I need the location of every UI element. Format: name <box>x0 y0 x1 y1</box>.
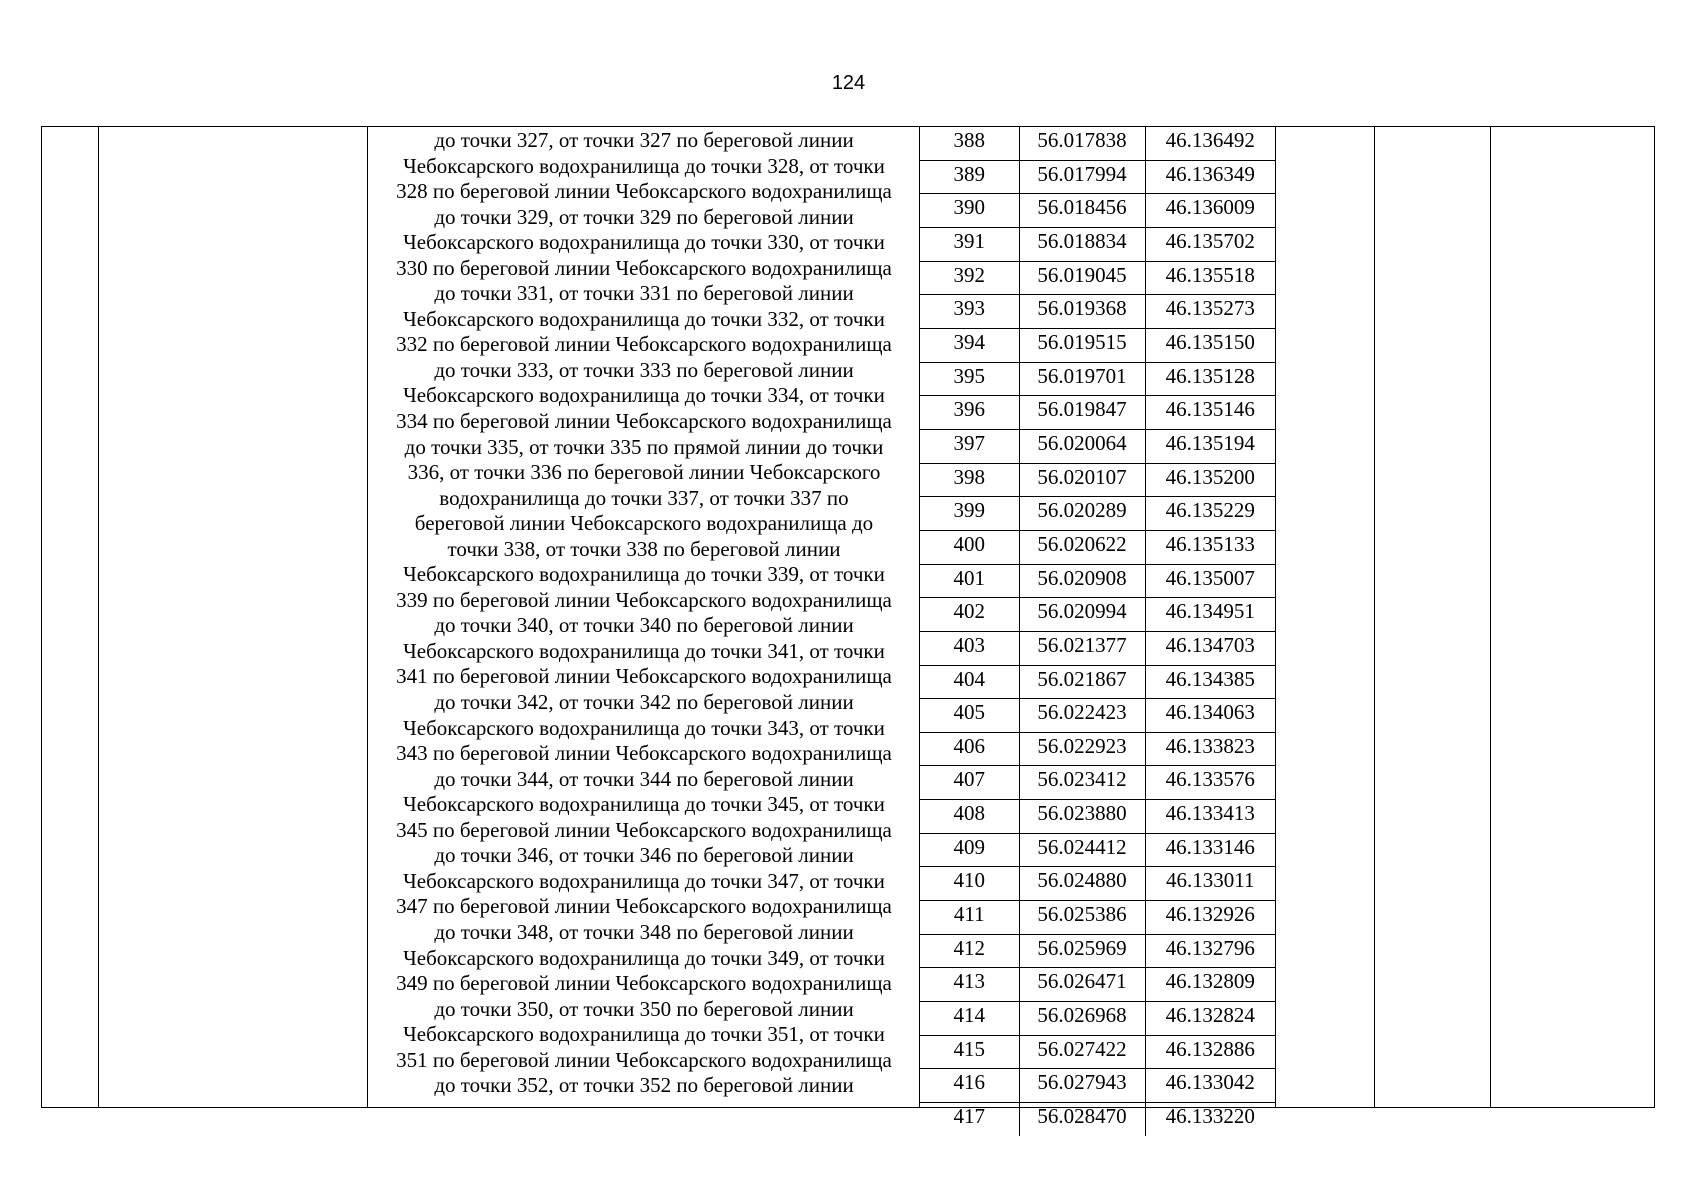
description-line: Чебоксарского водохранилища до точки 347, от точки <box>403 868 885 893</box>
longitude-cell: 46.136492 <box>1145 127 1275 160</box>
table-row <box>920 463 1275 497</box>
longitude-cell: 46.132886 <box>1145 1035 1275 1069</box>
table-row <box>920 766 1275 800</box>
table-row <box>920 867 1275 901</box>
description-line: береговой линии Чебоксарского водохранилища до <box>414 511 874 536</box>
longitude-cell: 46.132824 <box>1145 1002 1275 1036</box>
description-line: водохранилища до точки 337, от точки 337 по <box>439 485 849 510</box>
point-number-cell: 388 <box>920 127 1019 160</box>
point-number-cell: 393 <box>920 295 1019 329</box>
table-row <box>920 1035 1275 1069</box>
table-row <box>920 227 1275 261</box>
latitude-cell: 56.026968 <box>1019 1002 1145 1036</box>
longitude-cell: 46.134951 <box>1145 598 1275 632</box>
description-line: Чебоксарского водохранилища до точки 339, от точки <box>403 562 885 587</box>
description-line: 347 по береговой линии Чебоксарского водохранилища <box>396 894 892 919</box>
point-number-cell: 402 <box>920 598 1019 632</box>
latitude-cell: 56.027943 <box>1019 1069 1145 1103</box>
description-line: до точки 348, от точки 348 по береговой линии <box>434 919 854 944</box>
description-line: 349 по береговой линии Чебоксарского водохранилища <box>396 971 892 996</box>
column-divider <box>1374 127 1375 1107</box>
latitude-cell: 56.019368 <box>1019 295 1145 329</box>
latitude-cell: 56.020064 <box>1019 429 1145 463</box>
longitude-cell: 46.133413 <box>1145 800 1275 834</box>
point-number-cell: 392 <box>920 261 1019 295</box>
column-divider <box>1275 127 1276 1107</box>
description-line: до точки 352, от точки 352 по береговой линии <box>434 1073 854 1098</box>
description-line: Чебоксарского водохранилища до точки 341, от точки <box>403 638 885 663</box>
longitude-cell: 46.132809 <box>1145 968 1275 1002</box>
longitude-cell: 46.135200 <box>1145 463 1275 497</box>
point-number-cell: 414 <box>920 1002 1019 1036</box>
column-divider <box>1490 127 1491 1107</box>
longitude-cell: 46.133576 <box>1145 766 1275 800</box>
table-row <box>920 934 1275 968</box>
point-number-cell: 396 <box>920 396 1019 430</box>
point-number-cell: 394 <box>920 328 1019 362</box>
point-number-cell: 407 <box>920 766 1019 800</box>
point-number-cell: 406 <box>920 732 1019 766</box>
table-row <box>920 362 1275 396</box>
description-line: Чебоксарского водохранилища до точки 332, от точки <box>403 306 885 331</box>
point-number-cell: 397 <box>920 429 1019 463</box>
point-number-cell: 413 <box>920 968 1019 1002</box>
table-row <box>920 127 1275 160</box>
table-row <box>920 631 1275 665</box>
latitude-cell: 56.019515 <box>1019 328 1145 362</box>
longitude-cell: 46.133011 <box>1145 867 1275 901</box>
point-number-cell: 412 <box>920 934 1019 968</box>
table-row <box>920 564 1275 598</box>
longitude-cell: 46.135146 <box>1145 396 1275 430</box>
table-row <box>920 800 1275 834</box>
description-line: Чебоксарского водохранилища до точки 345, от точки <box>403 792 885 817</box>
description-line: до точки 331, от точки 331 по береговой линии <box>434 281 854 306</box>
latitude-cell: 56.025969 <box>1019 934 1145 968</box>
point-number-cell: 416 <box>920 1069 1019 1103</box>
description-line: до точки 335, от точки 335 по прямой линии до точки <box>404 434 884 459</box>
longitude-cell: 46.135229 <box>1145 497 1275 531</box>
description-line: до точки 342, от точки 342 по береговой линии <box>434 690 854 715</box>
latitude-cell: 56.017838 <box>1019 127 1145 160</box>
longitude-cell: 46.135702 <box>1145 227 1275 261</box>
point-number-cell: 389 <box>920 160 1019 194</box>
description-line: Чебоксарского водохранилища до точки 334, от точки <box>403 383 885 408</box>
point-number-cell: 405 <box>920 699 1019 733</box>
table-row <box>920 732 1275 766</box>
point-number-cell: 401 <box>920 564 1019 598</box>
description-line: 339 по береговой линии Чебоксарского водохранилища <box>396 587 892 612</box>
latitude-cell: 56.020622 <box>1019 530 1145 564</box>
description-line: Чебоксарского водохранилища до точки 349, от точки <box>403 945 885 970</box>
longitude-cell: 46.135128 <box>1145 362 1275 396</box>
longitude-cell: 46.133146 <box>1145 833 1275 867</box>
latitude-cell: 56.019847 <box>1019 396 1145 430</box>
latitude-cell: 56.023412 <box>1019 766 1145 800</box>
longitude-cell: 46.135273 <box>1145 295 1275 329</box>
latitude-cell: 56.023880 <box>1019 800 1145 834</box>
longitude-cell: 46.135007 <box>1145 564 1275 598</box>
description-line: точки 338, от точки 338 по береговой линии <box>447 536 841 561</box>
table-row <box>920 194 1275 228</box>
description-line: Чебоксарского водохранилища до точки 351, от точки <box>403 1022 885 1047</box>
description-line: 334 по береговой линии Чебоксарского водохранилища <box>396 409 892 434</box>
point-number-cell: 399 <box>920 497 1019 531</box>
latitude-cell: 56.020908 <box>1019 564 1145 598</box>
description-line: до точки 333, от точки 333 по береговой линии <box>434 357 854 382</box>
point-number-cell: 398 <box>920 463 1019 497</box>
point-number-cell: 415 <box>920 1035 1019 1069</box>
table-row <box>920 665 1275 699</box>
point-number-cell: 404 <box>920 665 1019 699</box>
latitude-cell: 56.022923 <box>1019 732 1145 766</box>
description-line: 328 по береговой линии Чебоксарского водохранилища <box>396 179 892 204</box>
description-line: до точки 329, от точки 329 по береговой линии <box>434 204 854 229</box>
description-line: до точки 346, от точки 346 по береговой линии <box>434 843 854 868</box>
boundary-description <box>372 127 916 1099</box>
description-line: 351 по береговой линии Чебоксарского водохранилища <box>396 1047 892 1072</box>
point-number-cell: 395 <box>920 362 1019 396</box>
point-number-cell: 408 <box>920 800 1019 834</box>
latitude-cell: 56.020289 <box>1019 497 1145 531</box>
description-line: Чебоксарского водохранилища до точки 343, от точки <box>403 715 885 740</box>
table-row <box>920 328 1275 362</box>
description-line: 332 по береговой линии Чебоксарского водохранилища <box>396 332 892 357</box>
latitude-cell: 56.018834 <box>1019 227 1145 261</box>
table-row <box>920 396 1275 430</box>
table-row <box>920 295 1275 329</box>
description-line: до точки 340, от точки 340 по береговой линии <box>434 613 854 638</box>
longitude-cell: 46.132796 <box>1145 934 1275 968</box>
longitude-cell: 46.133823 <box>1145 732 1275 766</box>
table-row <box>920 429 1275 463</box>
latitude-cell: 56.026471 <box>1019 968 1145 1002</box>
latitude-cell: 56.018456 <box>1019 194 1145 228</box>
column-divider <box>98 127 99 1107</box>
longitude-cell: 46.134063 <box>1145 699 1275 733</box>
longitude-cell: 46.135194 <box>1145 429 1275 463</box>
longitude-cell: 46.134703 <box>1145 631 1275 665</box>
point-number-cell: 411 <box>920 901 1019 935</box>
table-row <box>920 160 1275 194</box>
description-line: 345 по береговой линии Чебоксарского водохранилища <box>396 817 892 842</box>
description-line: 336, от точки 336 по береговой линии Чебоксарского <box>407 460 881 485</box>
table-row <box>920 598 1275 632</box>
table-row <box>920 833 1275 867</box>
table-row <box>920 968 1275 1002</box>
longitude-cell: 46.132926 <box>1145 901 1275 935</box>
description-line: до точки 344, от точки 344 по береговой линии <box>434 766 854 791</box>
description-line: до точки 350, от точки 350 по береговой линии <box>434 996 854 1021</box>
longitude-cell: 46.135133 <box>1145 530 1275 564</box>
table-row <box>920 901 1275 935</box>
latitude-cell: 56.027422 <box>1019 1035 1145 1069</box>
longitude-cell: 46.133220 <box>1145 1103 1275 1136</box>
point-number-cell: 400 <box>920 530 1019 564</box>
latitude-cell: 56.025386 <box>1019 901 1145 935</box>
latitude-cell: 56.020107 <box>1019 463 1145 497</box>
table-row <box>920 1069 1275 1103</box>
page-number: 124 <box>831 72 866 94</box>
latitude-cell: 56.019045 <box>1019 261 1145 295</box>
latitude-cell: 56.021867 <box>1019 665 1145 699</box>
longitude-cell: 46.136349 <box>1145 160 1275 194</box>
description-line: 341 по береговой линии Чебоксарского водохранилища <box>396 664 892 689</box>
latitude-cell: 56.024880 <box>1019 867 1145 901</box>
point-number-cell: 403 <box>920 631 1019 665</box>
column-divider <box>367 127 368 1107</box>
description-line: Чебоксарского водохранилища до точки 330, от точки <box>403 230 885 255</box>
latitude-cell: 56.017994 <box>1019 160 1145 194</box>
description-line: до точки 327, от точки 327 по береговой линии <box>434 128 854 152</box>
longitude-cell: 46.136009 <box>1145 194 1275 228</box>
table-row <box>920 699 1275 733</box>
longitude-cell: 46.135518 <box>1145 261 1275 295</box>
longitude-cell: 46.134385 <box>1145 665 1275 699</box>
longitude-cell: 46.133042 <box>1145 1069 1275 1103</box>
point-number-cell: 390 <box>920 194 1019 228</box>
latitude-cell: 56.019701 <box>1019 362 1145 396</box>
latitude-cell: 56.028470 <box>1019 1103 1145 1136</box>
table-row <box>920 1103 1275 1136</box>
latitude-cell: 56.021377 <box>1019 631 1145 665</box>
longitude-cell: 46.135150 <box>1145 328 1275 362</box>
boundary-table <box>41 126 1655 1129</box>
point-number-cell: 391 <box>920 227 1019 261</box>
point-number-cell: 409 <box>920 833 1019 867</box>
description-line: 343 по береговой линии Чебоксарского водохранилища <box>396 741 892 766</box>
description-line: Чебоксарского водохранилища до точки 328, от точки <box>403 153 885 178</box>
table-row <box>920 530 1275 564</box>
point-number-cell: 417 <box>920 1103 1019 1136</box>
table-row <box>920 261 1275 295</box>
point-number-cell: 410 <box>920 867 1019 901</box>
latitude-cell: 56.024412 <box>1019 833 1145 867</box>
table-row <box>920 1002 1275 1036</box>
coordinates-table <box>920 127 1275 1136</box>
table-row <box>920 497 1275 531</box>
latitude-cell: 56.022423 <box>1019 699 1145 733</box>
description-line: 330 по береговой линии Чебоксарского водохранилища <box>396 255 892 280</box>
latitude-cell: 56.020994 <box>1019 598 1145 632</box>
